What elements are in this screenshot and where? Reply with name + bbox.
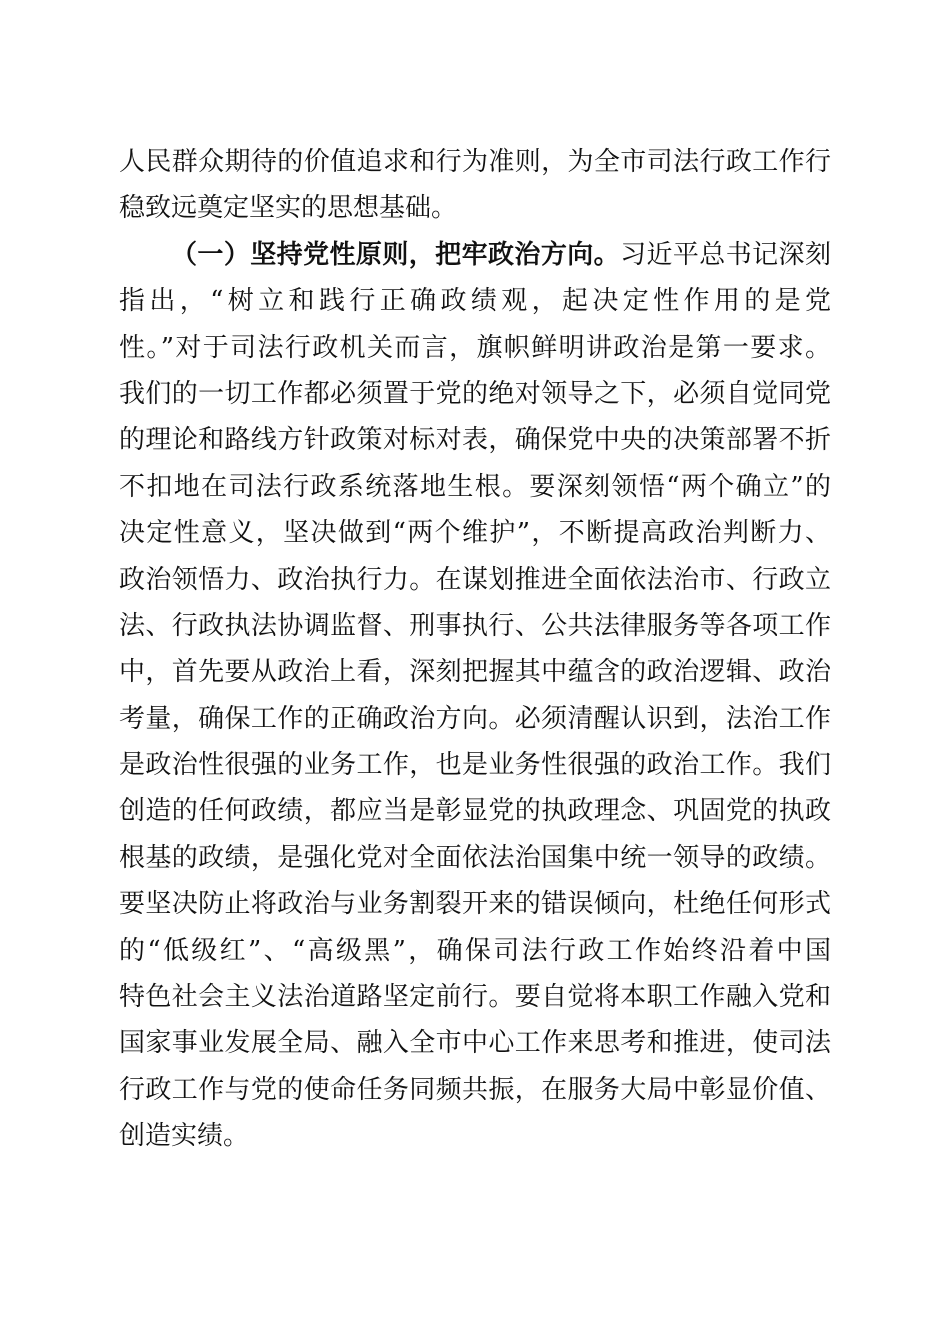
paragraph-2-line-20: 创造实绩。: [119, 1121, 250, 1151]
paragraph-2-line-4: 我们的一切工作都必须置于党的绝对领导之下，必须自觉同党: [119, 379, 831, 409]
paragraph-2-line-10: 中，首先要从政治上看，深刻把握其中蕴含的政治逻辑、政治: [119, 657, 831, 687]
paragraph-2-line-16: 的“低级红”、“高级黑”，确保司法行政工作始终沿着中国: [119, 936, 831, 966]
paragraph-2-line-3: 性。”对于司法行政机关而言，旗帜鲜明讲政治是第一要求。: [119, 333, 831, 363]
paragraph-2-line-2: 指出，“树立和践行正确政绩观，起决定性作用的是党: [119, 286, 831, 316]
paragraph-2-line-18: 国家事业发展全局、融入全市中心工作来思考和推进，使司法: [119, 1028, 831, 1058]
paragraph-1-line-2: 稳致远奠定坚实的思想基础。: [119, 193, 458, 223]
paragraph-2-line-6: 不扣地在司法行政系统落地生根。要深刻领悟“两个确立”的: [119, 472, 831, 502]
paragraph-2-line-8: 政治领悟力、政治执行力。在谋划推进全面依法治市、行政立: [119, 565, 831, 595]
paragraph-2-line-15: 要坚决防止将政治与业务割裂开来的错误倾向，杜绝任何形式: [119, 889, 831, 919]
paragraph-2-line-11: 考量，确保工作的正确政治方向。必须清醒认识到，法治工作: [119, 704, 831, 734]
paragraph-2-line-5: 的理论和路线方针政策对标对表，确保党中央的决策部署不折: [119, 425, 831, 455]
paragraph-2-line-7: 决定性意义，坚决做到“两个维护”，不断提高政治判断力、: [119, 518, 831, 548]
paragraph-2-line-14: 根基的政绩，是强化党对全面依法治国集中统一领导的政绩。: [119, 843, 831, 873]
paragraph-2-line-9: 法、行政执法协调监督、刑事执行、公共法律服务等各项工作: [119, 611, 831, 641]
paragraph-2-line-19: 行政工作与党的使命任务同频共振，在服务大局中彰显价值、: [119, 1075, 831, 1105]
paragraph-2-line-1-text: 习近平总书记深刻: [620, 240, 831, 270]
paragraph-2-line-12: 是政治性很强的业务工作，也是业务性很强的政治工作。我们: [119, 750, 831, 780]
paragraph-2-line-13: 创造的任何政绩，都应当是彰显党的执政理念、巩固党的执政: [119, 796, 831, 826]
paragraph-1-line-1: 人民群众期待的价值追求和行为准则，为全市司法行政工作行: [119, 147, 831, 177]
paragraph-2-line-1: [171, 235, 831, 275]
paragraph-2-line-17: 特色社会主义法治道路坚定前行。要自觉将本职工作融入党和: [119, 982, 831, 1012]
section-heading: （一）坚持党性原则，把牢政治方向。: [171, 240, 621, 270]
